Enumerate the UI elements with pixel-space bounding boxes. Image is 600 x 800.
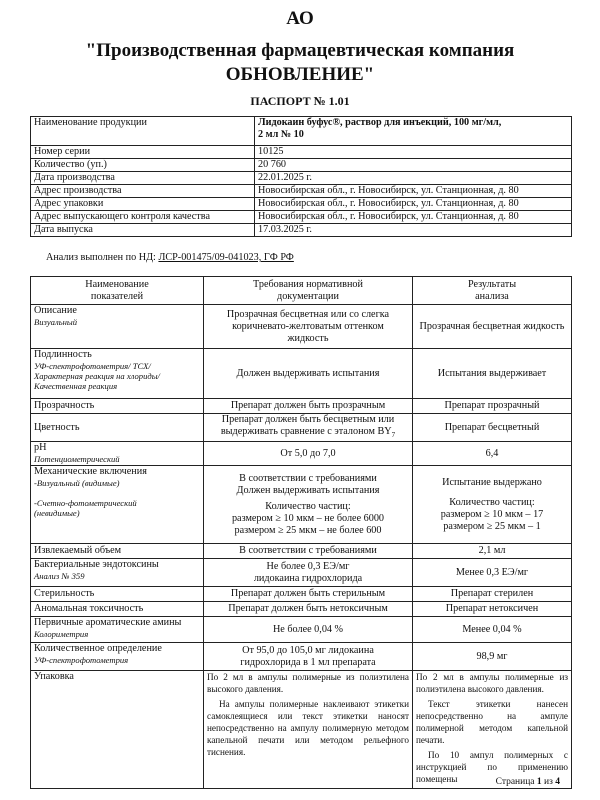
requirement-text: лидокаина гидрохлорида	[253, 572, 363, 584]
test-name: pH	[34, 442, 47, 454]
test-name: Прозрачность	[31, 399, 204, 414]
requirement-paragraph: На ампулы полимерные наклеивают этикетки самоклеящиеся или текст этикетки наносят непосредственно на ампулу полимерную методом капельной печати или методом рельефного тиснения.	[207, 699, 409, 758]
test-name: Первичные ароматические амины	[34, 617, 182, 629]
header-text: Наименование	[85, 278, 149, 290]
test-name-cell	[31, 643, 204, 671]
requirement-text: Прозрачная бесцветная или со слегка	[226, 308, 390, 320]
info-label: Наименование продукции	[31, 117, 255, 146]
info-value: Новосибирская обл., г. Новосибирск, ул. Станционная, д. 80	[255, 211, 572, 224]
page-number	[496, 777, 560, 787]
requirement-cell: Должен выдерживать испытания	[204, 349, 413, 399]
info-row-product	[31, 117, 572, 146]
result-cell	[413, 671, 572, 789]
test-method: Анализ № 359	[34, 571, 85, 582]
info-label: Номер серии	[31, 146, 255, 159]
requirement-text: В соответствии с требованиями	[239, 472, 377, 484]
header-text: Результаты	[467, 278, 517, 290]
page-middle: из	[541, 777, 556, 787]
info-value	[255, 117, 572, 146]
test-row-endotoxins	[31, 559, 572, 587]
result-cell: Препарат нетоксичен	[413, 602, 572, 617]
info-value: Новосибирская обл., г. Новосибирск, ул. Станционная, д. 80	[255, 185, 572, 198]
test-name: Стерильность	[31, 587, 204, 602]
result-text: размером ≥ 25 мкм – 1	[443, 520, 541, 532]
test-row-description	[31, 305, 572, 349]
header-col-requirement	[204, 277, 413, 305]
table-header-row	[31, 277, 572, 305]
test-name: Бактериальные эндотоксины	[34, 559, 159, 571]
requirement-cell	[204, 414, 413, 442]
header-col-name	[31, 277, 204, 305]
requirement-text	[207, 426, 409, 441]
requirement-text: размером ≥ 25 мкм – не более 600	[234, 524, 382, 536]
current-page: 1	[536, 777, 542, 787]
total-pages: 4	[555, 777, 560, 787]
info-label: Дата производства	[31, 172, 255, 185]
analysis-note	[46, 252, 294, 263]
test-name-cell	[31, 466, 204, 544]
info-label: Адрес производства	[31, 185, 255, 198]
test-row-packaging	[31, 671, 572, 789]
test-method: Качественная реакция	[34, 381, 118, 391]
company-form: АО	[286, 8, 314, 29]
requirement-cell	[204, 305, 413, 349]
result-cell: 98,9 мг	[413, 643, 572, 671]
result-cell: 6,4	[413, 442, 572, 466]
header-text: показателей	[90, 290, 144, 302]
test-row-sterility	[31, 587, 572, 602]
analysis-prefix: Анализ выполнен по НД:	[46, 252, 159, 263]
info-row	[31, 211, 572, 224]
result-cell: Препарат бесцветный	[413, 414, 572, 442]
requirement-cell	[204, 559, 413, 587]
test-results-table	[30, 276, 572, 789]
requirement-cell: В соответствии с требованиями	[204, 544, 413, 559]
requirement-text: Должен выдерживать испытания	[236, 484, 380, 496]
header-text: Требования нормативной	[253, 278, 363, 290]
requirement-text: жидкость	[287, 332, 329, 344]
analysis-reference: ЛСР-001475/09-041023, ГФ РФ	[158, 252, 294, 263]
requirement-cell: От 5,0 до 7,0	[204, 442, 413, 466]
product-info-table	[30, 116, 572, 237]
test-name-cell	[31, 349, 204, 399]
test-row-assay	[31, 643, 572, 671]
requirement-cell	[204, 466, 413, 544]
info-value: 10125	[255, 146, 572, 159]
test-name: Механические включения	[34, 466, 147, 478]
test-row-identity	[31, 349, 572, 399]
result-cell	[413, 466, 572, 544]
test-method: (невидимые)	[34, 508, 80, 519]
test-name: Подлинность	[34, 349, 92, 360]
header-text: анализа	[475, 290, 509, 302]
test-name: Упаковка	[31, 671, 204, 789]
requirement-cell	[204, 643, 413, 671]
result-cell: Менее 0,04 %	[413, 617, 572, 643]
info-row	[31, 224, 572, 237]
result-paragraph: Текст этикетки нанесен непосредственно на ампуле полимерной методом капельной печати.	[416, 699, 568, 746]
test-name-cell	[31, 617, 204, 643]
reference-subscript: 7	[391, 431, 396, 440]
info-row	[31, 159, 572, 172]
info-value: 20 760	[255, 159, 572, 172]
requirement-text: размером ≥ 10 мкм – не более 6000	[231, 512, 385, 524]
result-cell: Препарат прозрачный	[413, 399, 572, 414]
test-name-cell	[31, 442, 204, 466]
test-name: Описание	[34, 305, 77, 316]
result-text: Испытание выдержано	[442, 476, 542, 488]
test-name: Цветность	[31, 414, 204, 442]
requirement-cell: Препарат должен быть стерильным	[204, 587, 413, 602]
test-row-transparency	[31, 399, 572, 414]
requirement-cell: Препарат должен быть нетоксичным	[204, 602, 413, 617]
test-name: Извлекаемый объем	[31, 544, 204, 559]
requirement-cell: Не более 0,04 %	[204, 617, 413, 643]
result-cell: Менее 0,3 ЕЭ/мг	[413, 559, 572, 587]
test-method: УФ-спектрофотометрия/ ТСХ/	[34, 361, 151, 371]
info-value: Новосибирская обл., г. Новосибирск, ул. Станционная, д. 80	[255, 198, 572, 211]
info-row	[31, 198, 572, 211]
page-prefix: Страница	[495, 777, 537, 787]
info-value: 22.01.2025 г.	[255, 172, 572, 185]
test-method: УФ-спектрофотометрия	[34, 655, 129, 666]
test-row-color	[31, 414, 572, 442]
product-name-line1: Лидокаин буфус®, раствор для инъекций, 100 мг/мл,	[258, 117, 502, 128]
requirement-text: Не более 0,3 ЕЭ/мг	[266, 560, 350, 572]
company-name-line1: "Производственная фармацевтическая компания	[85, 40, 515, 61]
info-label: Дата выпуска	[31, 224, 255, 237]
requirement-text-main: выдерживать сравнение с эталоном BY	[220, 426, 392, 437]
result-text: Количество частиц:	[449, 496, 535, 508]
test-row-toxicity	[31, 602, 572, 617]
test-method: Визуальный	[34, 317, 77, 327]
test-method: Потенциометрический	[34, 454, 120, 465]
info-row	[31, 172, 572, 185]
test-row-ph	[31, 442, 572, 466]
requirement-text: Количество частиц:	[265, 500, 351, 512]
test-method: Характерная реакция на хлориды/	[34, 371, 160, 381]
result-cell: Прозрачная бесцветная жидкость	[413, 305, 572, 349]
requirement-cell: Препарат должен быть прозрачным	[204, 399, 413, 414]
result-cell: Препарат стерилен	[413, 587, 572, 602]
requirement-text: коричневато-желтоватым оттенком	[232, 320, 384, 332]
header-text: документации	[277, 290, 339, 302]
result-paragraph: По 10 ампул полимерных с инструкцией по применению помещены	[416, 750, 568, 785]
test-method: Колориметрия	[34, 629, 89, 640]
requirement-paragraph: По 2 мл в ампулы полимерные из полиэтилена высокого давления.	[207, 672, 409, 695]
test-row-particles	[31, 466, 572, 544]
info-label: Адрес упаковки	[31, 198, 255, 211]
info-row	[31, 146, 572, 159]
requirement-text: От 95,0 до 105,0 мг лидокаина	[242, 644, 374, 656]
result-cell: 2,1 мл	[413, 544, 572, 559]
requirement-text: Препарат должен быть бесцветным или	[221, 414, 395, 425]
test-method: -Визуальный (видимые)	[34, 478, 120, 489]
company-name-line2: ОБНОВЛЕНИЕ"	[225, 64, 375, 85]
test-name-cell	[31, 559, 204, 587]
test-name: Аномальная токсичность	[31, 602, 204, 617]
test-name: Количественное определение	[34, 643, 162, 655]
test-row-volume	[31, 544, 572, 559]
info-value: 17.03.2025 г.	[255, 224, 572, 237]
requirement-cell	[204, 671, 413, 789]
result-paragraph: По 2 мл в ампулы полимерные из полиэтилена высокого давления.	[416, 672, 568, 695]
info-label: Адрес выпускающего контроля качества	[31, 211, 255, 224]
passport-title: ПАСПОРТ № 1.01	[250, 94, 350, 108]
test-row-amines	[31, 617, 572, 643]
result-cell: Испытания выдерживает	[413, 349, 572, 399]
info-row	[31, 185, 572, 198]
test-name-cell	[31, 305, 204, 349]
test-method: -Счетно-фотометрический	[34, 498, 137, 509]
requirement-text: гидрохлорида в 1 мл препарата	[240, 656, 376, 668]
header-col-result	[413, 277, 572, 305]
result-text: размером ≥ 10 мкм – 17	[440, 508, 544, 520]
product-name-line2: 2 мл № 10	[258, 129, 304, 140]
info-label: Количество (уп.)	[31, 159, 255, 172]
